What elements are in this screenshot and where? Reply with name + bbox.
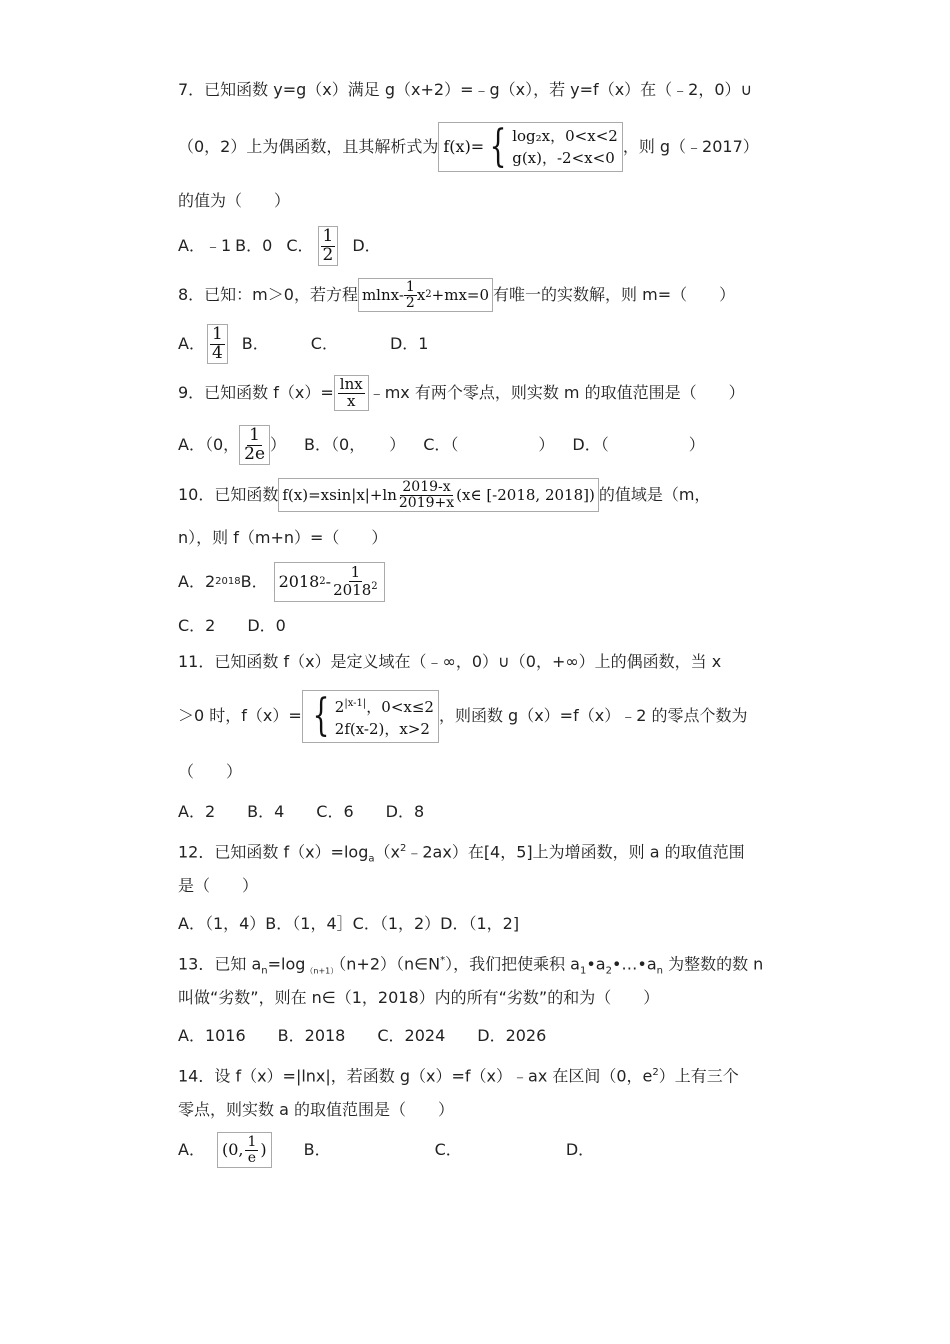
q10-opt-a-sup: 2018 (215, 576, 241, 587)
q12-line1 (178, 839, 745, 870)
q10-opt-a: A．2 (178, 572, 216, 591)
q10-eq-den: 2019+x (398, 494, 455, 511)
q7-opt-a: A．﹣1 (178, 236, 232, 255)
q9-fraction-image (334, 375, 369, 412)
q7-opt-c-image (318, 226, 339, 267)
q8-opt-c: C． (310, 334, 338, 353)
q7-options (178, 224, 381, 268)
q8-post: 有唯一的实数解，则 m=（ ） (493, 285, 736, 304)
q10-opt-b-den-sup: 2 (371, 581, 378, 592)
q14-opt-c: C． (434, 1140, 462, 1159)
q7-line2 (178, 117, 759, 177)
q13-line1 (178, 951, 763, 982)
q7-opt-b: B．0 (235, 236, 273, 255)
q8-equation-image (358, 278, 493, 312)
q8-opt-b: B． (241, 334, 269, 353)
q12-line1-sup: 2 (399, 843, 407, 854)
q7-opt-c-num: 1 (322, 225, 334, 246)
q12-line2: 是（ ） (178, 876, 259, 895)
q9-opt-a-pre: A．（0， (178, 435, 240, 454)
q11-case1-sup: |x-1| (344, 697, 367, 709)
q8-opt-a-den: 4 (211, 342, 223, 363)
q9-opt-d: D．（ ） (572, 435, 705, 454)
q14-opt-a-image (217, 1132, 272, 1168)
q7-case1: log₂x，0<x<2 (512, 127, 618, 145)
q14-opt-a-den: e (247, 1149, 257, 1166)
q8-opt-d: D．1 (389, 334, 429, 353)
q14-line2: 零点，则实数 a 的取值范围是（ ） (178, 1100, 454, 1119)
q14-opt-a-num: 1 (247, 1133, 257, 1150)
q9-post: ﹣mx 有两个零点，则实数 m 的取值范围是（ ） (368, 383, 745, 402)
q7-f-label: f(x)= (443, 137, 485, 156)
q12-line1-c: ﹣2ax）在[4，5]上为增函数，则 a 的取值范围 (406, 842, 745, 862)
q10-options-cd: C．2 D．0 (178, 616, 286, 635)
q7-opt-d: D． (352, 236, 381, 255)
q9-opt-a-image (239, 425, 270, 466)
q7-opt-c: C． (286, 236, 314, 255)
q13-f: •…•a (611, 954, 657, 974)
q8-eq-b: x (416, 286, 426, 304)
q11-options: A．2 B．4 C．6 D．8 (178, 802, 425, 821)
q12-options: A．（1，4）B．（1，4］C．（1，2）D．（1，2] (178, 914, 520, 933)
q8-eq-c: +mx=0 (431, 286, 490, 304)
q9-options (178, 421, 705, 469)
q14-line1-sup: 2 (652, 1067, 659, 1078)
q12-line1-a: 12．已知函数 f（x）=log (178, 842, 369, 862)
q9-opt-a-num: 1 (249, 424, 260, 445)
q13-b: =log (267, 954, 306, 974)
q14-options (178, 1127, 594, 1173)
q9-num: lnx (339, 374, 363, 393)
q14-line1-a: 14．设 f（x）=|lnx|，若函数 g（x）=f（x）﹣ax 在区间（0，e (178, 1066, 653, 1086)
q11-case1-base: 2 (334, 697, 345, 716)
q13-s1: 1 (579, 965, 587, 977)
q8-opt-a: A． (178, 334, 205, 353)
q10-opt-b-num: 1 (350, 563, 361, 582)
q14-opt-a-post: ) (260, 1140, 267, 1159)
q8-opt-a-image (207, 324, 228, 365)
q13-e: •a (586, 954, 606, 974)
q11-piecewise-image (302, 690, 439, 743)
q9-line1 (178, 370, 745, 416)
q9-opt-a-post: ） (270, 435, 287, 454)
q14-line1 (178, 1063, 739, 1086)
q7-line3: 的值为（ ） (178, 191, 291, 210)
q7-case2: g(x)，-2<x<0 (512, 149, 615, 167)
q9-opt-a-den: 2e (244, 443, 266, 464)
q13-c: （n+2）（n∈N (338, 954, 441, 974)
q13-a: 13．已知 a (178, 954, 262, 974)
q7-opt-c-den: 2 (322, 244, 334, 265)
q9-pre: 9．已知函数 f（x）= (178, 383, 334, 402)
q10-eq-num: 2019-x (402, 478, 451, 495)
q8-eq-num: 1 (405, 278, 415, 295)
q7-formula-image (438, 122, 622, 172)
q11-line2-pre: ＞0 时，f（x）= (178, 706, 302, 725)
brace-icon: { (312, 690, 330, 741)
q8-line1 (178, 272, 735, 318)
q10-opt-b-den: 2018 (333, 581, 372, 599)
q10-eq-b: (x∈ [-2018, 2018]) (456, 486, 595, 504)
q10-line2: n），则 f（m+n）=（ ） (178, 528, 388, 547)
q12-line1-b: （x (374, 842, 400, 862)
q10-opt-b-base: 2018 (278, 572, 320, 591)
q11-case1-rest: ，0<x≤2 (366, 697, 434, 716)
q9-opt-b: B．（0， ） (304, 435, 406, 454)
q8-opt-a-num: 1 (211, 323, 223, 344)
q8-eq-sup: 2 (425, 289, 432, 300)
q7-cases (512, 125, 618, 169)
q9-opt-c: C．（ ） (423, 435, 555, 454)
q13-sub-n: n (261, 965, 268, 977)
q8-eq-a: mlnx- (361, 286, 404, 304)
q14-line1-b: ）上有三个 (658, 1066, 739, 1086)
q11-line1: 11．已知函数 f（x）是定义域在（﹣∞，0）∪（0，+∞）上的偶函数，当 x (178, 652, 722, 671)
q13-s2: 2 (605, 965, 612, 977)
q11-line3: （ ） (178, 762, 243, 781)
q7-line1: 7．已知函数 y=g（x）满足 g（x+2）=﹣g（x），若 y=f（x）在（﹣2，0）∪ (178, 80, 753, 99)
q13-sub-base: （n+1） (305, 966, 339, 976)
q10-opt-b: B． (240, 572, 268, 591)
q8-options (178, 322, 428, 366)
q11-line2 (178, 686, 747, 746)
q11-line2-post: ，则函数 g（x）=f（x）﹣2 的零点个数为 (438, 706, 748, 725)
q10-options-ab (178, 556, 385, 608)
q10-equation-image (278, 478, 598, 512)
q13-sup-star: * (440, 955, 446, 966)
q10-opt-b-sup: 2 (319, 576, 326, 587)
q10-post: 的值域是（m， (598, 485, 711, 504)
q9-den: x (347, 391, 356, 410)
q7-line2-post: ，则 g（﹣2017） (622, 137, 759, 156)
q14-opt-a: A． (178, 1140, 205, 1159)
q11-cases (335, 693, 434, 740)
q14-opt-d: D． (565, 1140, 595, 1159)
q11-case2: 2f(x-2)，x>2 (334, 719, 430, 738)
q10-opt-b-image: 2018 2 - $\frac{1}{2018^2}$ (274, 562, 385, 602)
q14-opt-a-pre: (0, (221, 1140, 244, 1159)
q13-s3: n (656, 965, 663, 977)
q10-eq-a: f(x)=xsin|x|+ln (282, 486, 397, 504)
brace-icon: { (489, 121, 507, 172)
q7-line2-pre: （0，2）上为偶函数，且其解析式为 (178, 137, 439, 156)
q12-line1-sub: a (368, 853, 375, 865)
q13-line2: 叫做“劣数”，则在 n∈（1，2018）内的所有“劣数”的和为（ ） (178, 988, 660, 1007)
q10-pre: 10．已知函数 (178, 485, 279, 504)
q13-d: ），我们把使乘积 a (445, 954, 580, 974)
q13-options: A．1016 B．2018 C．2024 D．2026 (178, 1026, 547, 1045)
q10-line1 (178, 472, 710, 518)
q14-opt-b: B． (303, 1140, 331, 1159)
q8-pre: 8．已知：m＞0，若方程 (178, 285, 358, 304)
q13-g: 为整数的数 n (663, 954, 764, 974)
q8-eq-den: 2 (405, 294, 415, 311)
